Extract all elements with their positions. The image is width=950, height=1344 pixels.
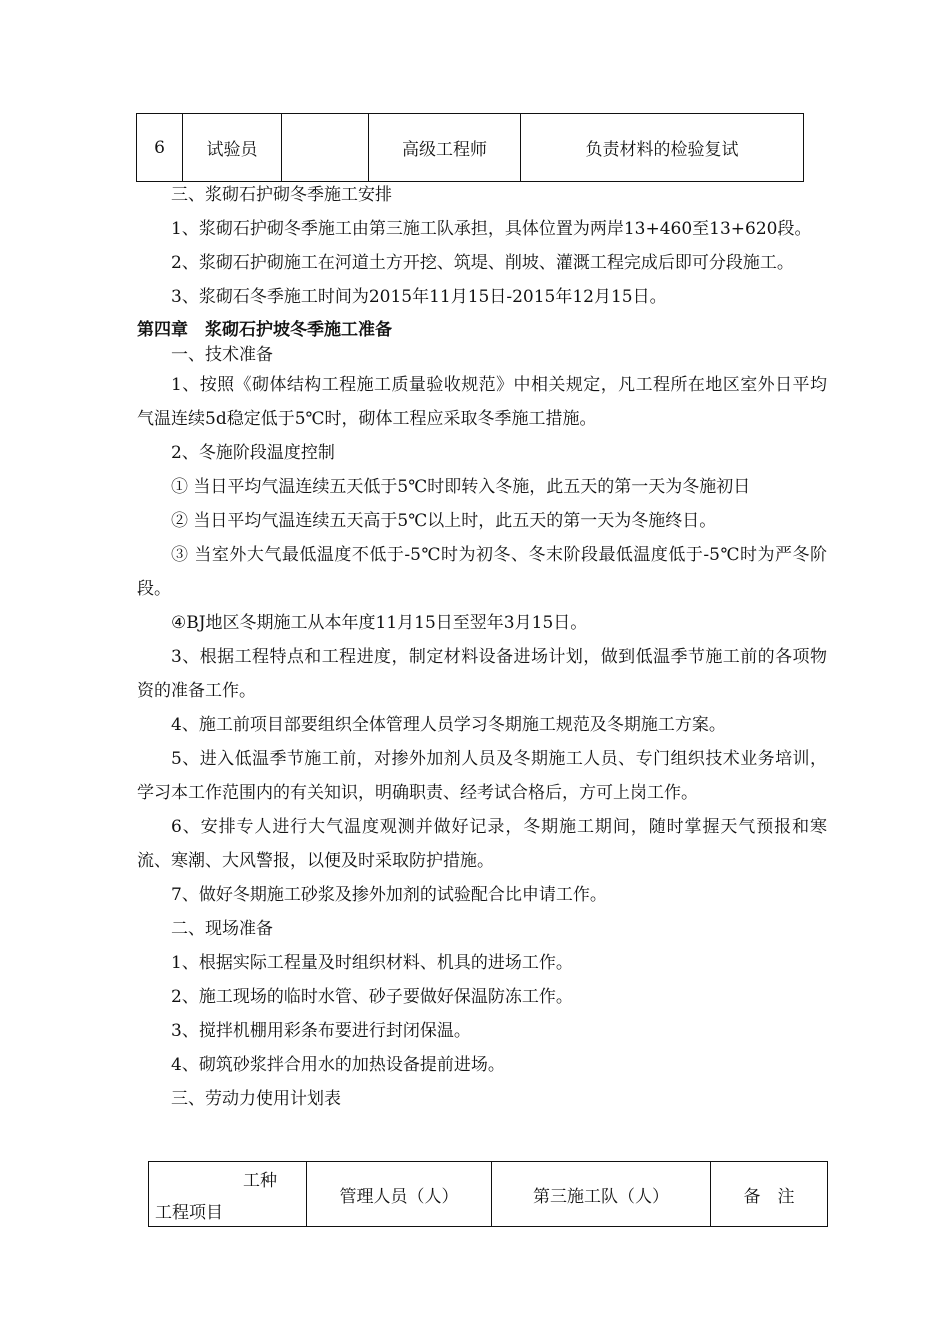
diagonal-header-cell: [149, 1162, 307, 1227]
paragraph: 1、根据实际工程量及时组织材料、机具的进场工作。: [171, 953, 573, 973]
paragraph: 6、安排专人进行大气温度观测并做好记录，冬期施工期间，随时掌握天气预报和寒流、寒潮、大风警报，以便及时采取防护措施。: [137, 817, 827, 871]
paragraph: 2、冬施阶段温度控制: [171, 443, 335, 463]
paragraph: 4、施工前项目部要组织全体管理人员学习冬期施工规范及冬期施工方案。: [171, 715, 726, 735]
labor-plan-table: [148, 1161, 828, 1227]
paragraph: 1、按照《砌体结构工程施工质量验收规范》中相关规定，凡工程所在地区室外日平均气温连续5d稳定低于5℃时，砌体工程应采取冬季施工措施。: [137, 375, 827, 429]
diag-top-label: 工种: [243, 1171, 277, 1191]
chapter-title: 第四章 浆砌石护坡冬季施工准备: [137, 320, 392, 340]
diag-bottom-label: 工程项目: [155, 1203, 223, 1223]
paragraph: ① 当日平均气温连续五天低于5℃时即转入冬施，此五天的第一天为冬施初日: [171, 477, 751, 497]
paragraph: ③ 当室外大气最低温度不低于-5℃时为初冬、冬末阶段最低温度低于-5℃时为严冬阶段。: [137, 545, 827, 599]
paragraph: 1、浆砌石护砌冬季施工由第三施工队承担，具体位置为两岸13+460至13+620段。: [171, 219, 812, 239]
paragraph: 3、搅拌机棚用彩条布要进行封闭保温。: [171, 1021, 471, 1041]
table-cell: 6: [137, 114, 183, 182]
paragraph: 7、做好冬期施工砂浆及掺外加剂的试验配合比申请工作。: [171, 885, 607, 905]
paragraph: 5、进入低温季节施工前，对掺外加剂人员及冬期施工人员、专门组织技术业务培训，学习本工作范围内的有关知识，明确职责、经考试合格后，方可上岗工作。: [137, 749, 827, 803]
paragraph: 3、浆砌石冬季施工时间为2015年11月15日-2015年12月15日。: [171, 287, 667, 307]
section-heading: 三、劳动力使用计划表: [171, 1089, 341, 1109]
column-header: 管理人员（人）: [307, 1162, 492, 1227]
table-row: [137, 114, 804, 182]
paragraph: ④BJ地区冬期施工从本年度11月15日至翌年3月15日。: [171, 613, 588, 633]
section-heading: 一、技术准备: [171, 345, 273, 365]
column-header: 备 注: [711, 1162, 828, 1227]
paragraph: 2、施工现场的临时水管、砂子要做好保温防冻工作。: [171, 987, 573, 1007]
paragraph: 3、根据工程特点和工程进度，制定材料设备进场计划，做到低温季节施工前的各项物资的准备工作。: [137, 647, 827, 701]
section-heading: 二、现场准备: [171, 919, 273, 939]
paragraph: 4、砌筑砂浆拌合用水的加热设备提前进场。: [171, 1055, 505, 1075]
column-header: 第三施工队（人）: [492, 1162, 711, 1227]
table-cell: 高级工程师: [369, 114, 521, 182]
table-cell: 负责材料的检验复试: [521, 114, 804, 182]
table-cell: [282, 114, 369, 182]
paragraph: ② 当日平均气温连续五天高于5℃以上时，此五天的第一天为冬施终日。: [171, 511, 717, 531]
paragraph: 2、浆砌石护砌施工在河道土方开挖、筑堤、削坡、灌溉工程完成后即可分段施工。: [171, 253, 794, 273]
table-header-row: [149, 1162, 828, 1227]
section-heading: 三、浆砌石护砌冬季施工安排: [171, 185, 392, 205]
staff-table: [136, 113, 804, 182]
document-body: [137, 178, 827, 1116]
table-cell: 试验员: [183, 114, 282, 182]
